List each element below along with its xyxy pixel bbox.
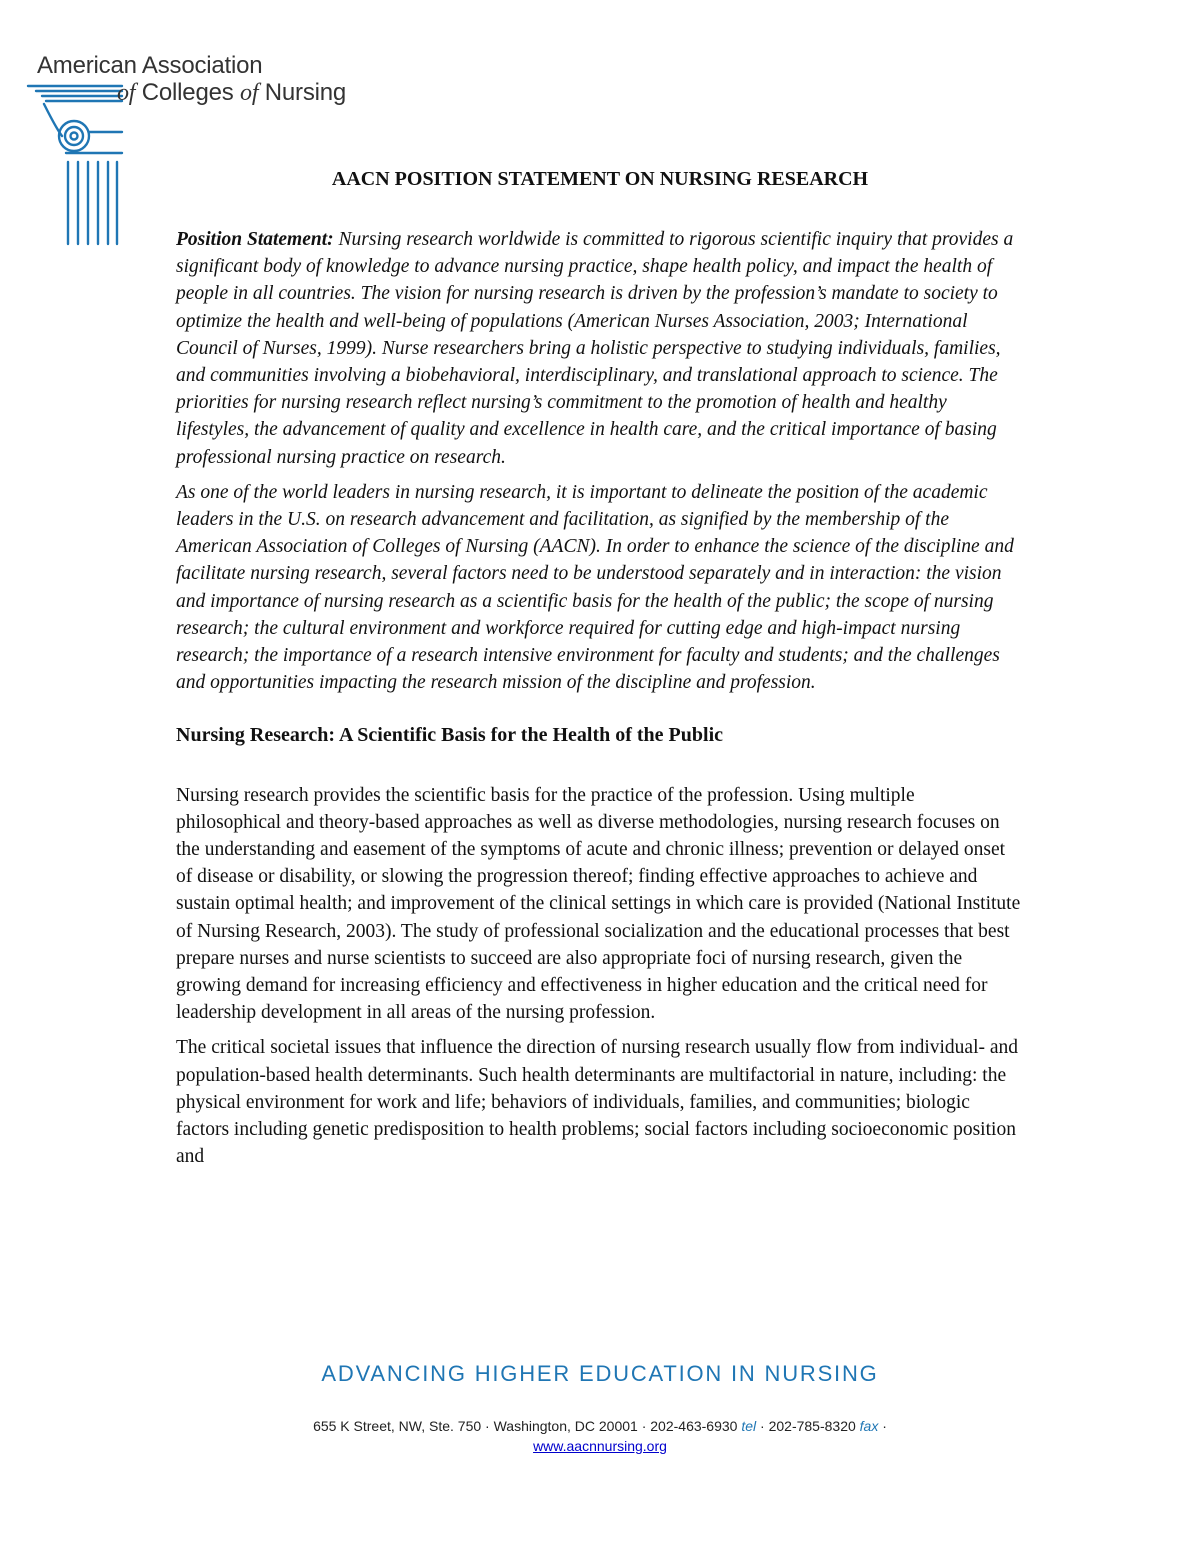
logo-org-name-line2	[117, 79, 346, 107]
address-part2: · 202-785-8320	[756, 1418, 860, 1434]
logo-org-name-line1: American Association	[37, 52, 263, 79]
fax-label: fax	[859, 1418, 879, 1434]
tel-label: tel	[741, 1418, 757, 1434]
section-heading: Nursing Research: A Scientific Basis for the Health of the Public	[176, 724, 724, 747]
page-title: AACN POSITION STATEMENT ON NURSING RESEARCH	[331, 168, 869, 190]
footer-address	[0, 1418, 1200, 1434]
footer-website	[0, 1438, 1200, 1454]
logo-of-1: of	[117, 80, 136, 106]
aacn-logo	[22, 50, 402, 250]
address-part1: 655 K Street, NW, Ste. 750 · Washington, DC 20001 · 202-463-6930	[313, 1418, 742, 1434]
intro-paragraph: As one of the world leaders in nursing research, it is important to delineate the position of the academic leaders in the U.S. on research advancement and facilitation, as signified by the membership of the American Association of Colleges of Nursing (AACN). In order to enhance the science of the discipline and facilitate nursing research, several factors need to be understood separately and in interaction: the vision and importance of nursing research as a scientific basis for the health of the public; the scope of nursing research; the cultural environment and workforce required for cutting edge and high-impact nursing research; the importance of a research intensive environment for faculty and students; and the challenges and opportunities impacting the research mission of the discipline and profession.	[176, 481, 1014, 694]
body-paragraph-2: The critical societal issues that influence the direction of nursing research usually flow from individual- and population-based health determinants. Such health determinants are multifactorial in nature, including: the physical environment for work and life; behaviors of individuals, families, and communities; biologic factors including genetic predisposition to health problems; social factors including socioeconomic position and	[176, 1037, 1019, 1168]
logo-colleges: Colleges	[141, 79, 234, 106]
document-body	[176, 226, 1022, 1171]
position-statement-block	[176, 226, 1022, 696]
website-link[interactable]: www.aacnnursing.org	[533, 1438, 667, 1454]
footer-tagline: ADVANCING HIGHER EDUCATION IN NURSING	[321, 1361, 879, 1386]
logo-nursing: Nursing	[264, 79, 347, 106]
position-statement-label: Position Statement:	[176, 229, 334, 250]
body-paragraph-1: Nursing research provides the scientific basis for the practice of the profession. Using multiple philosophical and theory-based approaches as well as diverse methodologies, nursing research focuses on the understanding and easement of the symptoms of acute and chronic illness; prevention or delayed onset of disease or disability, or slowing the progression thereof; finding effective approaches to achieve and sustain optimal health; and improvement of the clinical settings in which care is provided (National Institute of Nursing Research, 2003). The study of professional socialization and the educational processes that best prepare nurses and nurse scientists to succeed are also appropriate foci of nursing research, given the growing demand for increasing efficiency and effectiveness in higher education and the critical need for leadership development in all areas of the nursing profession.	[176, 784, 1021, 1024]
position-statement-paragraph	[176, 226, 1022, 471]
logo-of-2: of	[240, 80, 259, 106]
address-part3: ·	[878, 1418, 887, 1434]
position-statement-text: Nursing research worldwide is committed to rigorous scientific inquiry that provides a significant body of knowledge to advance nursing practice, shape health policy, and impact the health of people in all countries. The vision for nursing research is driven by the profession’s mandate to society to optimize the health and well-being of populations (American Nurses Association, 2003; International Council of Nurses, 1999). Nurse researchers bring a holistic perspective to studying individuals, families, and communities involving a biobehavioral, interdisciplinary, and translational approach to science. The priorities for nursing research reflect nursing’s commitment to the promotion of health and healthy lifestyles, the advancement of quality and excellence in health care, and the critical importance of basing professional nursing practice on research.	[176, 229, 1014, 468]
